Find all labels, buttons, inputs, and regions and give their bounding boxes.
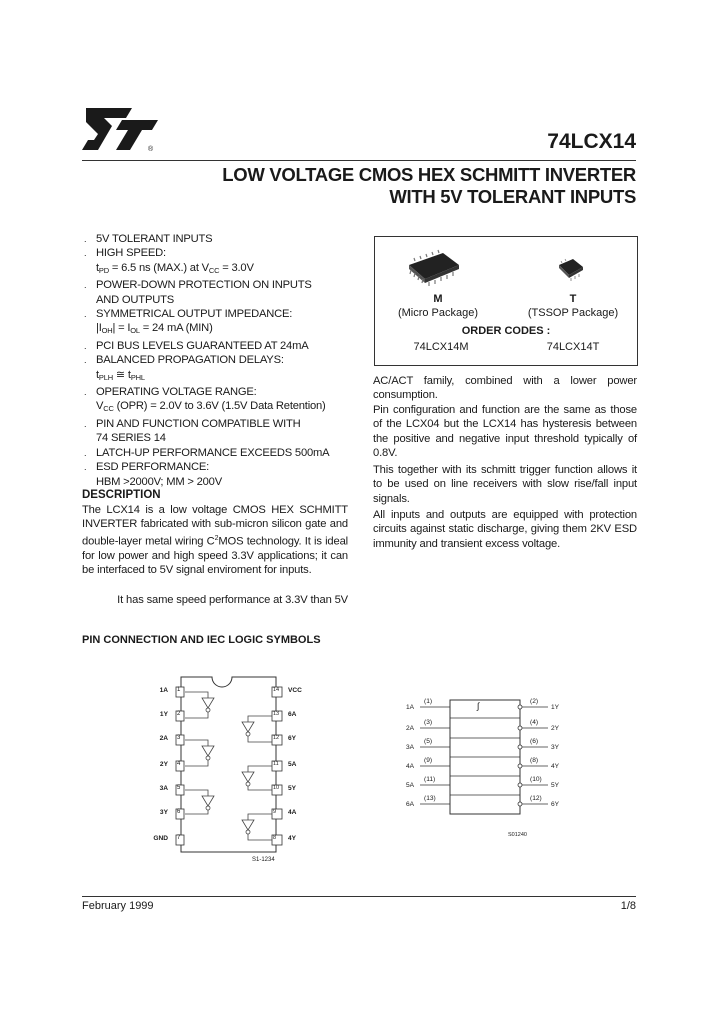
iec-input-pin: (5) <box>424 738 433 745</box>
pin-number-right: 11 <box>273 761 279 767</box>
feature-subtext: tPLH ≅ tPHL <box>96 368 145 382</box>
iec-output-name: 6Y <box>551 801 560 808</box>
bullet: . <box>84 462 87 473</box>
feature-subtext: HBM >2000V; MM > 200V <box>96 475 222 488</box>
pin-name-left: 3A <box>159 785 168 792</box>
feature-subtext: AND OUTPUTS <box>96 293 174 306</box>
iec-output-pin: (6) <box>530 738 539 745</box>
footer-page: 1/8 <box>620 900 636 912</box>
footer-date: February 1999 <box>82 900 154 912</box>
feature-text: POWER-DOWN PROTECTION ON INPUTS <box>96 279 312 292</box>
description-right-2: Pin configuration and function are the same as those of the LCX04 but the LCX14 has hysteresis between the positive and negative input threshold typically of 0.8V. <box>373 404 637 460</box>
iec-input-pin: (11) <box>424 776 436 783</box>
feature-text: LATCH-UP PERFORMANCE EXCEEDS 500mA <box>96 446 330 459</box>
pin-number-left: 3 <box>177 735 181 741</box>
feature-text: BALANCED PROPAGATION DELAYS: <box>96 354 284 367</box>
pin-section-heading: PIN CONNECTION AND IEC LOGIC SYMBOLS <box>82 634 321 646</box>
feature-text: PCI BUS LEVELS GUARANTEED AT 24mA <box>96 339 309 352</box>
pin-name-right: 4Y <box>288 835 297 842</box>
feature-item <box>82 278 354 307</box>
feature-text: SYMMETRICAL OUTPUT IMPEDANCE: <box>96 308 293 321</box>
feature-text: ESD PERFORMANCE: <box>96 461 210 474</box>
feature-text: OPERATING VOLTAGE RANGE: <box>96 386 257 399</box>
feature-text: 5V TOLERANT INPUTS <box>96 233 213 245</box>
feature-item <box>82 446 354 460</box>
feature-subtext: |IOH| = IOL = 24 mA (MIN) <box>96 322 213 336</box>
pin-number-right: 8 <box>273 835 277 841</box>
order-code-m: 74LCX14M <box>413 341 469 353</box>
feature-item <box>82 246 354 278</box>
bullet: . <box>84 309 87 320</box>
pin-name-right: 6Y <box>288 735 297 742</box>
pin-number-left: 2 <box>177 711 181 717</box>
pin-number-right: 9 <box>273 809 277 815</box>
iec-output-name: 3Y <box>551 744 560 751</box>
footer-rule <box>82 896 636 897</box>
feature-subtext: 74 SERIES 14 <box>96 432 166 445</box>
iec-output-pin: (4) <box>530 719 539 726</box>
order-code-t: 74LCX14T <box>546 341 600 353</box>
feature-item <box>82 339 354 353</box>
iec-input-name: 2A <box>406 725 415 732</box>
features-list <box>82 232 354 489</box>
iec-input-name: 3A <box>406 744 415 751</box>
description-right-3: This together with its schmitt trigger function allows it to be used on line receivers with slow rise/fall input signals. <box>373 464 637 505</box>
feature-item <box>82 460 354 489</box>
t-package-label: (TSSOP Package) <box>527 307 619 319</box>
feature-item <box>82 385 354 417</box>
bullet: . <box>84 234 87 244</box>
bullet: . <box>84 280 87 291</box>
pin-name-left: GND <box>153 835 168 842</box>
description-paragraph-2: It has same speed performance at 3.3V than 5V <box>117 594 348 606</box>
so-package-image <box>405 249 463 289</box>
pin-number-right: 12 <box>273 735 280 741</box>
pin-diagram-caption: S1-1234 <box>252 857 275 863</box>
title-line-1: LOW VOLTAGE CMOS HEX SCHMITT INVERTER <box>222 164 636 185</box>
iec-input-pin: (1) <box>424 698 433 705</box>
pin-name-right: 5A <box>288 761 297 768</box>
bullet: . <box>84 355 87 366</box>
pin-number-left: 6 <box>177 809 181 815</box>
bullet: . <box>84 387 87 398</box>
description-paragraph-1: The LCX14 is a low voltage CMOS HEX SCHMITT INVERTER fabricated with sub-micron silicon gate and double-layer metal wiring $C^2MOS$ technology. It is ideal for low power and high speed 3.3V applications; it can be interfaced to 5V signal enviroment for inputs. <box>82 504 348 577</box>
pin-name-right: 4A <box>288 809 297 816</box>
header-rule <box>82 160 636 161</box>
iec-diagram-caption: S01240 <box>508 832 527 838</box>
bullet: . <box>84 447 87 458</box>
pin-connection-diagram <box>140 672 320 872</box>
iec-output-name: 2Y <box>551 725 560 732</box>
pin-number-right: 14 <box>273 687 280 693</box>
iec-output-name: 5Y <box>551 782 560 789</box>
iec-output-name: 1Y <box>551 704 560 711</box>
iec-input-pin: (13) <box>424 795 436 802</box>
description-right-1: AC/ACT family, combined with a lower power consumption. <box>373 375 637 402</box>
st-logo <box>82 104 162 154</box>
m-package-letter: M <box>433 293 443 305</box>
feature-subtext: VCC (OPR) = 2.0V to 3.6V (1.5V Data Retention) <box>96 400 326 414</box>
iec-input-pin: (3) <box>424 719 433 726</box>
iec-input-name: 5A <box>406 782 415 789</box>
title-line-2: WITH 5V TOLERANT INPUTS <box>389 186 636 207</box>
t-package-letter: T <box>569 293 577 305</box>
pin-number-left: 1 <box>177 687 181 693</box>
pin-number-right: 13 <box>273 711 280 717</box>
pin-name-left: 1A <box>159 687 168 694</box>
pin-name-left: 2Y <box>159 761 168 768</box>
part-number: 74LCX14 <box>547 130 636 153</box>
svg-text:®: ® <box>148 146 154 153</box>
pin-name-right: 6A <box>288 711 297 718</box>
feature-subtext: tPD = 6.5 ns (MAX.) at VCC = 3.0V <box>96 261 254 275</box>
bullet: . <box>84 418 87 429</box>
pin-name-left: 2A <box>159 735 168 742</box>
feature-item <box>82 353 354 385</box>
pin-number-left: 5 <box>177 785 181 791</box>
pin-number-left: 7 <box>177 835 181 841</box>
feature-text: PIN AND FUNCTION COMPATIBLE WITH <box>96 417 301 430</box>
iec-output-name: 4Y <box>551 763 560 770</box>
iec-input-name: 4A <box>406 763 415 770</box>
package-box <box>374 236 638 366</box>
feature-text: HIGH SPEED: <box>96 247 166 260</box>
iec-input-name: 1A <box>406 704 415 711</box>
m-package-label: (Micro Package) <box>397 307 479 319</box>
iec-output-pin: (8) <box>530 757 539 764</box>
bullet: . <box>84 340 87 351</box>
feature-item <box>82 417 354 446</box>
schmitt-trigger-symbol: ∫ <box>477 701 480 711</box>
feature-item <box>82 307 354 339</box>
iec-output-pin: (10) <box>530 776 542 783</box>
order-codes-heading: ORDER CODES : <box>461 325 551 337</box>
pin-name-left: 3Y <box>159 809 168 816</box>
feature-item <box>82 232 354 246</box>
pin-name-right: VCC <box>288 687 302 694</box>
bullet: . <box>84 248 87 259</box>
description-heading: DESCRIPTION <box>82 489 161 501</box>
pin-number-left: 4 <box>177 761 181 767</box>
iec-output-pin: (12) <box>530 795 542 802</box>
pin-name-right: 5Y <box>288 785 297 792</box>
description-right-4: All inputs and outputs are equipped with protection circuits against static discharge, giving them 2KV ESD immunity and transient excess voltage. <box>373 509 637 550</box>
iec-output-pin: (2) <box>530 698 539 705</box>
pin-number-right: 10 <box>273 785 280 791</box>
iec-input-pin: (9) <box>424 757 433 764</box>
tssop-package-image <box>555 255 587 285</box>
pin-name-left: 1Y <box>159 711 168 718</box>
iec-input-name: 6A <box>406 801 415 808</box>
